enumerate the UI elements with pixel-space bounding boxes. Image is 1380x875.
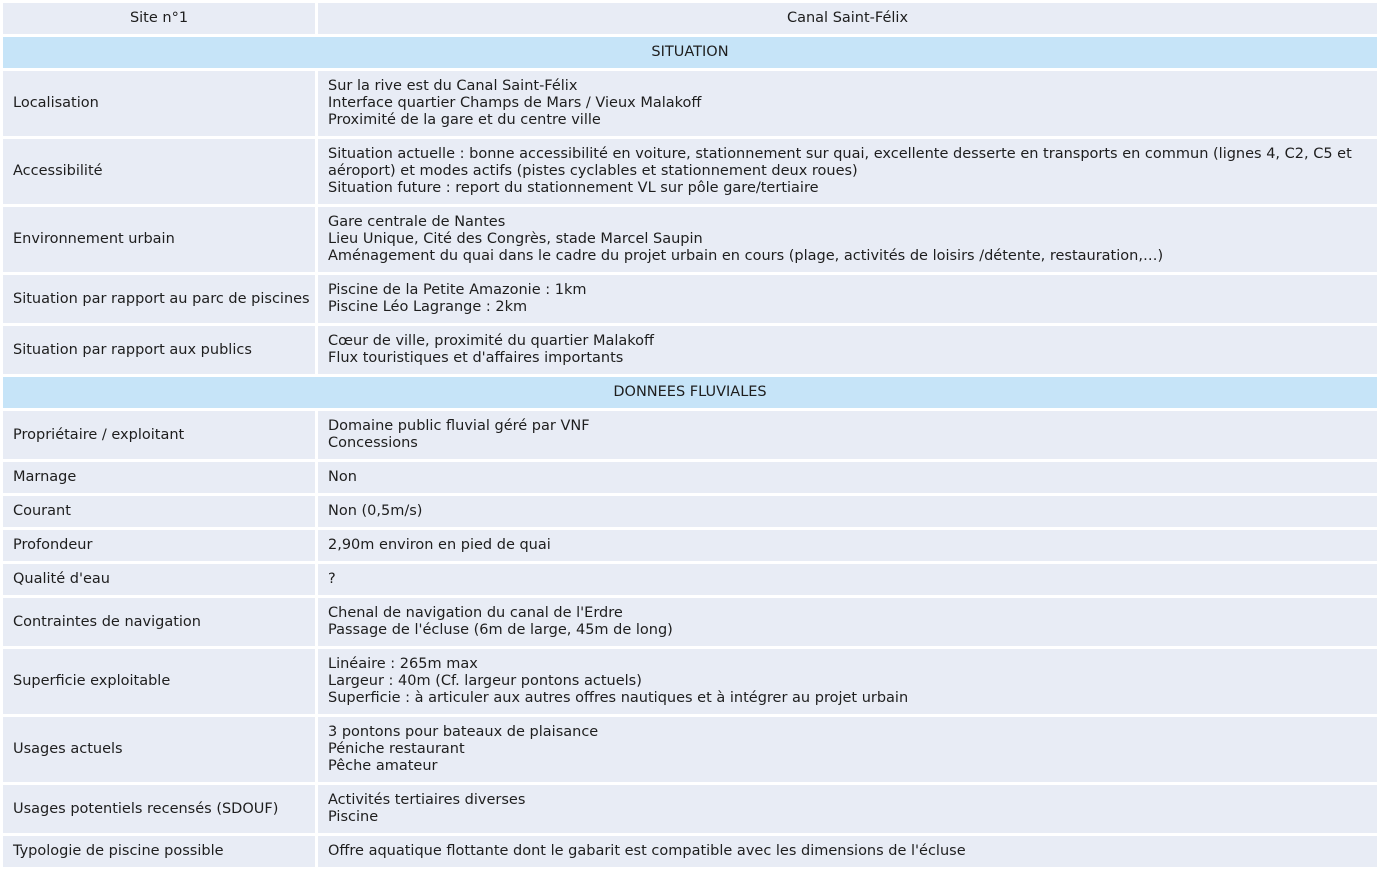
table-row (3, 326, 1377, 374)
row-label: Usages actuels (3, 717, 315, 782)
value-line: Non (328, 469, 357, 485)
table-row (3, 717, 1377, 782)
value-line: Lieu Unique, Cité des Congrès, stade Marcel Saupin (328, 231, 703, 247)
table-row (3, 785, 1377, 833)
table-row (3, 139, 1377, 204)
table-row (3, 598, 1377, 646)
section-row (3, 377, 1377, 408)
table-row (3, 649, 1377, 714)
row-label: Profondeur (3, 530, 315, 561)
value-line: ? (328, 571, 336, 587)
table-row (3, 411, 1377, 459)
value-line: Linéaire : 265m max (328, 656, 478, 672)
section-title: SITUATION (3, 37, 1377, 68)
table-row (3, 462, 1377, 493)
row-label: Usages potentiels recensés (SDOUF) (3, 785, 315, 833)
value-line: Chenal de navigation du canal de l'Erdre (328, 605, 623, 621)
row-value (318, 496, 1377, 527)
value-line: Flux touristiques et d'affaires importants (328, 350, 624, 366)
row-value (318, 71, 1377, 136)
row-value (318, 649, 1377, 714)
value-line: Sur la rive est du Canal Saint-Félix (328, 78, 578, 94)
table-row (3, 496, 1377, 527)
value-line: Cœur de ville, proximité du quartier Malakoff (328, 333, 655, 349)
value-line: Non (0,5m/s) (328, 503, 423, 519)
row-value (318, 717, 1377, 782)
value-line: Pêche amateur (328, 758, 438, 774)
section-row (3, 37, 1377, 68)
row-label: Accessibilité (3, 139, 315, 204)
value-line: Offre aquatique flottante dont le gabarit est compatible avec les dimensions de l'écluse (328, 843, 966, 859)
value-line: aéroport) et modes actifs (pistes cyclables et stationnement deux roues) (328, 163, 858, 179)
value-line: 2,90m environ en pied de quai (328, 537, 551, 553)
row-value (318, 275, 1377, 323)
header-row (3, 3, 1377, 34)
section-title: DONNEES FLUVIALES (3, 377, 1377, 408)
row-value (318, 564, 1377, 595)
value-line: Superficie : à articuler aux autres offres nautiques et à intégrer au projet urbain (328, 690, 909, 706)
row-value (318, 207, 1377, 272)
value-line: Largeur : 40m (Cf. largeur pontons actuels) (328, 673, 642, 689)
row-value (318, 836, 1377, 867)
table-row (3, 836, 1377, 867)
row-value (318, 785, 1377, 833)
value-line: Piscine (328, 809, 379, 825)
site-table-body (3, 3, 1377, 867)
value-line: Péniche restaurant (328, 741, 465, 757)
header-site-name: Canal Saint-Félix (318, 3, 1377, 34)
row-label: Localisation (3, 71, 315, 136)
row-label: Propriétaire / exploitant (3, 411, 315, 459)
value-line: Aménagement du quai dans le cadre du projet urbain en cours (plage, activités de loisirs /détente, restauration,…) (328, 248, 1164, 264)
row-value (318, 139, 1377, 204)
row-value (318, 326, 1377, 374)
row-label: Situation par rapport aux publics (3, 326, 315, 374)
row-value (318, 530, 1377, 561)
row-label: Qualité d'eau (3, 564, 315, 595)
value-line: Gare centrale de Nantes (328, 214, 506, 230)
value-line: Proximité de la gare et du centre ville (328, 112, 601, 128)
table-row (3, 207, 1377, 272)
row-label: Courant (3, 496, 315, 527)
row-label: Environnement urbain (3, 207, 315, 272)
value-line: Piscine Léo Lagrange : 2km (328, 299, 528, 315)
header-site-number: Site n°1 (3, 3, 315, 34)
row-value (318, 411, 1377, 459)
table-row (3, 564, 1377, 595)
table-row (3, 275, 1377, 323)
table-row (3, 530, 1377, 561)
row-label: Typologie de piscine possible (3, 836, 315, 867)
value-line: Interface quartier Champs de Mars / Vieux Malakoff (328, 95, 702, 111)
row-label: Marnage (3, 462, 315, 493)
row-value (318, 598, 1377, 646)
row-label: Situation par rapport au parc de piscines (3, 275, 315, 323)
row-label: Superficie exploitable (3, 649, 315, 714)
value-line: 3 pontons pour bateaux de plaisance (328, 724, 599, 740)
value-line: Piscine de la Petite Amazonie : 1km (328, 282, 587, 298)
row-value (318, 462, 1377, 493)
value-line: Activités tertiaires diverses (328, 792, 526, 808)
table-row (3, 71, 1377, 136)
value-line: Concessions (328, 435, 418, 451)
value-line: Passage de l'écluse (6m de large, 45m de long) (328, 622, 673, 638)
value-line: Domaine public fluvial géré par VNF (328, 418, 590, 434)
row-label: Contraintes de navigation (3, 598, 315, 646)
value-line: Situation actuelle : bonne accessibilité en voiture, stationnement sur quai, excellente desserte en transports en commun (lignes 4, C2, C5 et (328, 146, 1352, 162)
value-line: Situation future : report du stationnement VL sur pôle gare/tertiaire (328, 180, 819, 196)
